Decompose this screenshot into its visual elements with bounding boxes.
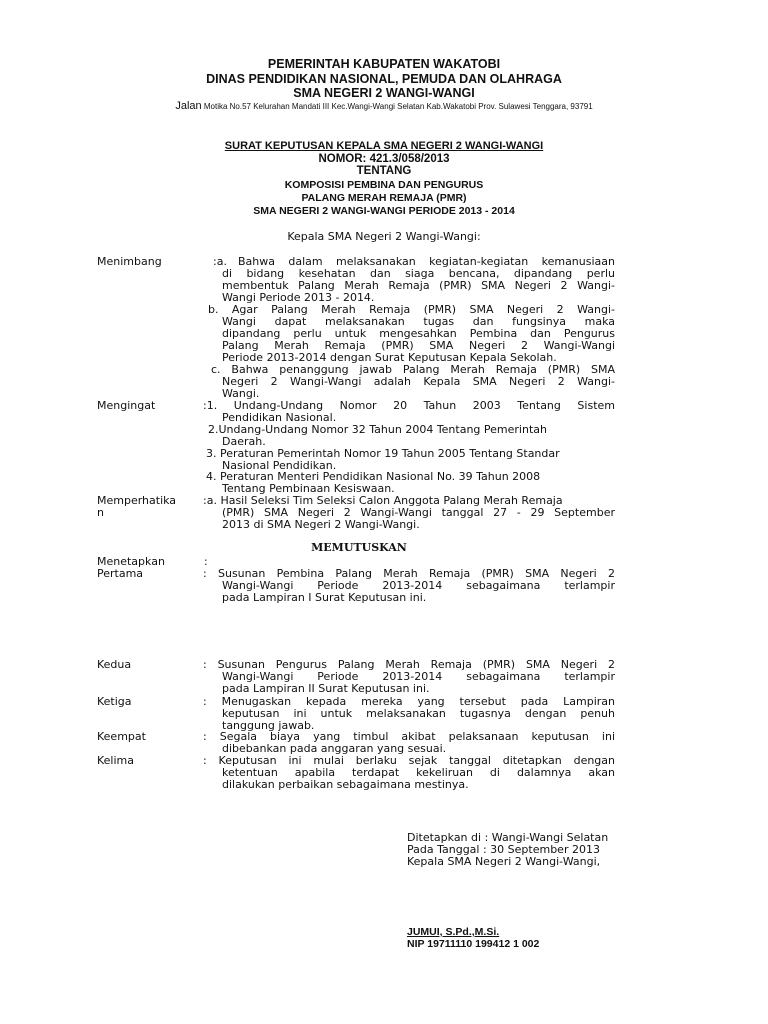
pertama-line-1: : Susunan Pembina Palang Merah Remaja (PMR) SMA Negeri 2 [203,567,615,580]
memperhatikan-label-line-2: n [97,506,104,519]
memperhatikan-line-1: :a. Hasil Seleksi Tim Seleksi Calon Anggota Palang Merah Remaja [203,494,563,507]
menimbang-a-line-3: membentuk Palang Merah Remaja (PMR) SMA Negeri 2 Wangi- [222,279,615,292]
menimbang-a-line-2: di bidang kesehatan dan siaga bencana, dipandang perlu [222,267,615,280]
signature-place: Ditetapkan di : Wangi-Wangi Selatan [407,831,609,844]
menimbang-b-line-2: Wangi dapat melaksanakan tugas dan fungsinya maka [222,315,615,328]
ketiga-label: Ketiga [97,695,132,708]
signatory-nip: NIP 19711110 199412 1 002 [407,938,540,950]
memperhatikan-line-3: 2013 di SMA Negeri 2 Wangi-Wangi. [222,518,420,531]
mengingat-1-line-1: :1. Undang-Undang Nomor 20 Tahun 2003 Tentang Sistem [203,399,615,412]
pertama-label: Pertama [97,567,144,580]
kedua-line-3: pada Lampiran II Surat Keputusan ini. [222,682,430,695]
menetapkan-colon: : [204,555,208,568]
kelima-line-2: ketentuan apabila terdapat kekeliruan di dalamnya akan [222,766,615,779]
ketiga-line-1: : Menugaskan kepada mereka yang tersebut pada Lampiran [203,695,615,708]
kelima-line-3: dilakukan perbaikan sebagaimana mestinya. [222,778,469,791]
header-line-3: SMA NEGERI 2 WANGI-WANGI [293,86,475,100]
header-address [0,100,768,112]
memperhatikan-label-line-1: Memperhatika [97,494,177,507]
header-line-1: PEMERINTAH KABUPATEN WAKATOBI [267,57,501,71]
ketiga-line-2: keputusan ini untuk melaksanakan tugasnya dengan penuh [222,707,615,720]
mengingat-4-line-1: 4. Peraturan Menteri Pendidikan Nasional No. 39 Tahun 2008 [206,470,541,483]
menimbang-c-line-3: Wangi. [222,387,260,400]
menimbang-a-prefix: :a. [213,255,227,268]
menimbang-b-line-3: dipandang perlu untuk mengesahkan Pembina dan Pengurus [222,327,615,340]
menimbang-c-line-1: c. Bahwa penanggung jawab Palang Merah Remaja (PMR) SMA [211,363,615,376]
address-prefix: Jalan [175,100,202,112]
menimbang-a-line-1: Bahwa dalam melaksanakan kegiatan-kegiatan kemanusiaan [238,255,615,268]
ketiga-line-3: tanggung jawab. [222,719,315,732]
subject-line-3: SMA NEGERI 2 WANGI-WANGI PERIODE 2013 - 2014 [253,205,515,217]
pertama-line-2: Wangi-Wangi Periode 2013-2014 sebagaimana terlampir [222,579,615,592]
kelima-label: Kelima [97,754,135,767]
keempat-label: Keempat [97,730,146,743]
memperhatikan-line-2: (PMR) SMA Negeri 2 Wangi-Wangi tanggal 27 - 29 September [222,506,615,519]
menimbang-b-line-4: Palang Merah Remaja (PMR) SMA Negeri 2 Wangi-Wangi [222,339,615,352]
kedua-label: Kedua [97,658,132,671]
pertama-line-3: pada Lampiran I Surat Keputusan ini. [222,591,427,604]
address-rest: Motika No.57 Kelurahan Mandati III Kec.Wangi-Wangi Selatan Kab.Wakatobi Prov. Sulawesi Tenggara, 93791 [203,102,593,111]
mengingat-3-line-1: 3. Peraturan Pemerintah Nomor 19 Tahun 2005 Tentang Standar [206,447,560,460]
kelima-line-1: : Keputusan ini mulai berlaku sejak tanggal ditetapkan dengan [203,754,615,767]
subject-line-2: PALANG MERAH REMAJA (PMR) [301,192,467,204]
menimbang-a-line-4: Wangi Periode 2013 - 2014. [222,291,375,304]
decree-number: NOMOR: 421.3/058/2013 [318,153,450,165]
menetapkan-label: Menetapkan [97,555,165,568]
memutuskan-heading: MEMUTUSKAN [311,541,407,554]
subject-line-1: KOMPOSISI PEMBINA DAN PENGURUS [284,179,484,191]
menimbang-b-line-1: b. Agar Palang Merah Remaja (PMR) SMA Negeri 2 Wangi- [208,303,615,316]
keempat-line-2: dibebankan pada anggaran yang sesuai. [222,742,447,755]
mengingat-1-line-2: Pendidikan Nasional. [222,411,337,424]
signature-position: Kepala SMA Negeri 2 Wangi-Wangi, [407,855,601,868]
keempat-line-1: : Segala biaya yang timbul akibat pelaksanaan keputusan ini [203,730,615,743]
kedua-line-2: Wangi-Wangi Periode 2013-2014 sebagaimana terlampir [222,670,615,683]
mengingat-label: Mengingat [97,399,156,412]
header-line-2: DINAS PENDIDIKAN NASIONAL, PEMUDA DAN OLAHRAGA [206,72,562,86]
signature-date: Pada Tanggal : 30 September 2013 [407,843,600,856]
mengingat-4-line-2: Tentang Pembinaan Kesiswaan. [222,482,395,495]
signatory-name: JUMUI, S.Pd.,M.Si. [407,926,500,938]
menimbang-label: Menimbang [97,255,162,268]
decree-title: SURAT KEPUTUSAN KEPALA SMA NEGERI 2 WANGI-WANGI [224,140,544,152]
menimbang-c-line-2: Negeri 2 Wangi-Wangi adalah Kepala SMA Negeri 2 Wangi- [222,375,615,388]
mengingat-2-line-1: 2.Undang-Undang Nomor 32 Tahun 2004 Tentang Pemerintah [208,423,547,436]
mengingat-3-line-2: Nasional Pendidikan. [222,459,337,472]
kedua-line-1: : Susunan Pengurus Palang Merah Remaja (PMR) SMA Negeri 2 [203,658,615,671]
menimbang-b-line-5: Periode 2013-2014 dengan Surat Keputusan Kepala Sekolah. [222,351,557,364]
decree-about: TENTANG [356,165,412,177]
mengingat-2-line-2: Daerah. [222,435,266,448]
authority-line: Kepala SMA Negeri 2 Wangi-Wangi: [287,230,481,243]
